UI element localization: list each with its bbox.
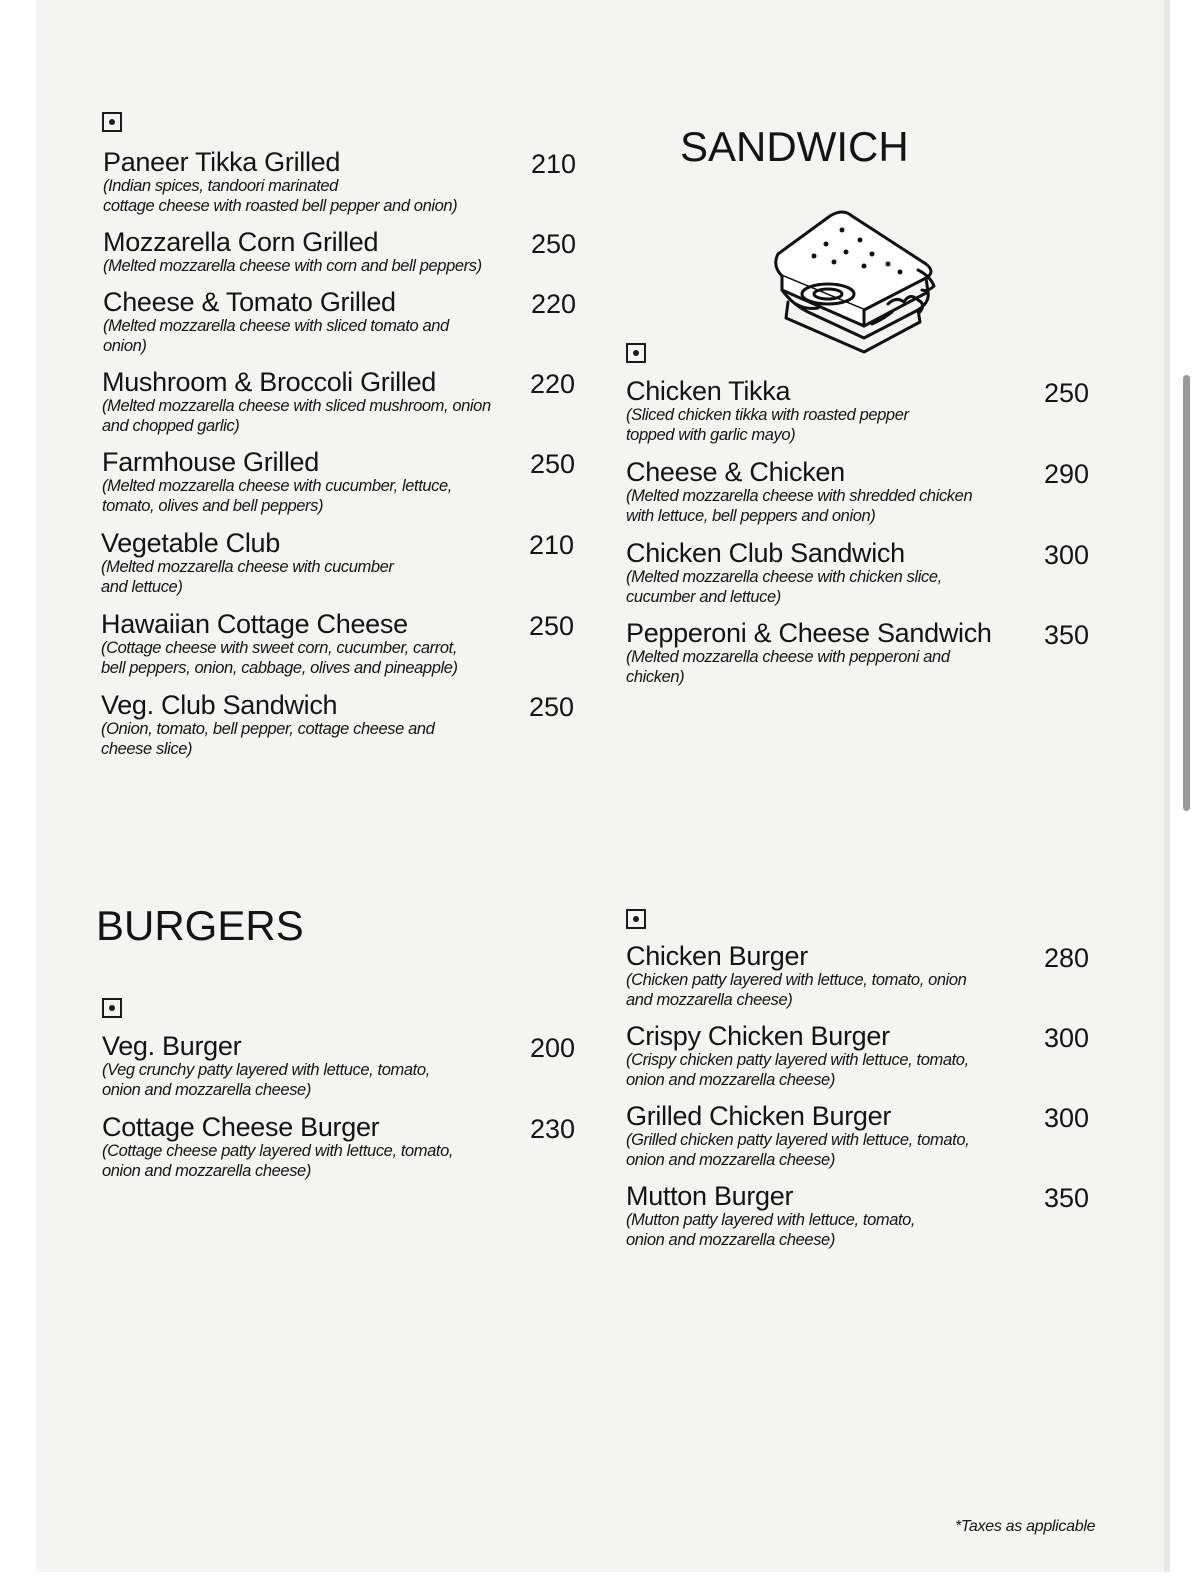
sandwich-illustration-icon xyxy=(768,206,944,358)
sandwich-heading: SANDWICH xyxy=(680,123,909,170)
item-price: 300 xyxy=(1044,540,1090,570)
menu-item xyxy=(103,287,577,356)
item-description: (Melted mozzarella cheese with cucumber and lettuce) xyxy=(101,558,394,596)
menu-item xyxy=(103,227,577,277)
item-description: (Mutton patty layered with lettuce, tomato, onion and mozzarella cheese) xyxy=(626,1211,916,1249)
menu-item xyxy=(626,941,1090,1010)
item-name: Hawaiian Cottage Cheese xyxy=(101,609,408,639)
item-description: (Crispy chicken patty layered with lettuce, tomato, onion and mozzarella cheese) xyxy=(626,1051,969,1089)
item-description: (Melted mozzarella cheese with cucumber, lettuce, tomato, olives and bell peppers) xyxy=(102,477,452,515)
menu-item xyxy=(102,1112,576,1181)
veg-mark-icon xyxy=(626,343,646,363)
item-price: 200 xyxy=(530,1033,576,1063)
item-name: Vegetable Club xyxy=(101,528,280,558)
menu-item xyxy=(102,1031,576,1100)
item-price: 280 xyxy=(1044,943,1090,973)
item-name: Veg. Club Sandwich xyxy=(101,690,338,720)
item-price: 300 xyxy=(1044,1103,1090,1133)
item-name: Mushroom & Broccoli Grilled xyxy=(102,367,437,397)
item-price: 290 xyxy=(1044,459,1090,489)
item-description: (Onion, tomato, bell pepper, cottage cheese and cheese slice) xyxy=(101,720,435,758)
item-price: 220 xyxy=(530,369,576,399)
item-price: 250 xyxy=(529,692,575,722)
item-price: 250 xyxy=(530,449,576,479)
item-name: Paneer Tikka Grilled xyxy=(103,147,341,177)
item-description: (Melted mozzarella cheese with shredded chicken with lettuce, bell peppers and onion) xyxy=(626,487,973,525)
menu-item xyxy=(101,690,575,759)
burgers-heading: BURGERS xyxy=(96,902,304,949)
menu-item xyxy=(102,447,576,516)
item-name: Chicken Burger xyxy=(626,941,808,971)
menu-item xyxy=(101,528,575,597)
item-name: Veg. Burger xyxy=(102,1031,242,1061)
menu-item xyxy=(626,538,1090,607)
item-name: Cheese & Chicken xyxy=(626,457,845,487)
item-name: Cottage Cheese Burger xyxy=(102,1112,380,1142)
veg-mark-icon xyxy=(102,998,122,1018)
item-price: 300 xyxy=(1044,1023,1090,1053)
item-price: 250 xyxy=(1044,378,1090,408)
item-price: 350 xyxy=(1044,620,1090,650)
menu-item xyxy=(626,618,1090,687)
item-name: Cheese & Tomato Grilled xyxy=(103,287,396,317)
menu-item xyxy=(626,376,1090,445)
item-price: 250 xyxy=(531,229,577,259)
item-description: (Veg crunchy patty layered with lettuce, tomato, onion and mozzarella cheese) xyxy=(102,1061,430,1099)
item-name: Farmhouse Grilled xyxy=(102,447,319,477)
veg-mark-icon xyxy=(102,112,122,132)
menu-item xyxy=(101,609,575,678)
veg-mark-icon xyxy=(626,909,646,929)
item-description: (Chicken patty layered with lettuce, tomato, onion and mozzarella cheese) xyxy=(626,971,967,1009)
item-name: Mozzarella Corn Grilled xyxy=(103,227,379,257)
menu-item xyxy=(103,147,577,216)
item-price: 250 xyxy=(529,611,575,641)
item-description: (Melted mozzarella cheese with chicken slice, cucumber and lettuce) xyxy=(626,568,942,606)
item-description: (Melted mozzarella cheese with sliced tomato and onion) xyxy=(103,317,449,355)
scrollbar[interactable] xyxy=(1183,375,1190,811)
item-price: 220 xyxy=(531,289,577,319)
item-name: Chicken Club Sandwich xyxy=(626,538,905,568)
menu-item xyxy=(626,1181,1090,1250)
item-description: (Melted mozzarella cheese with sliced mushroom, onion and chopped garlic) xyxy=(102,397,491,435)
taxes-footnote: *Taxes as applicable xyxy=(955,1518,1096,1535)
item-description: (Indian spices, tandoori marinated cottage cheese with roasted bell pepper and onion) xyxy=(103,177,458,215)
item-description: (Cottage cheese with sweet corn, cucumber, carrot, bell peppers, onion, cabbage, olives and pineapple) xyxy=(101,639,458,677)
item-description: (Grilled chicken patty layered with lettuce, tomato, onion and mozzarella cheese) xyxy=(626,1131,970,1169)
item-price: 350 xyxy=(1044,1183,1090,1213)
item-name: Chicken Tikka xyxy=(626,376,791,406)
item-name: Crispy Chicken Burger xyxy=(626,1021,890,1051)
item-name: Mutton Burger xyxy=(626,1181,794,1211)
item-name: Grilled Chicken Burger xyxy=(626,1101,892,1131)
menu-item xyxy=(626,457,1090,526)
item-description: (Cottage cheese patty layered with lettuce, tomato, onion and mozzarella cheese) xyxy=(102,1142,454,1180)
menu-item xyxy=(626,1101,1090,1170)
item-price: 230 xyxy=(530,1114,576,1144)
item-name: Pepperoni & Cheese Sandwich xyxy=(626,618,992,648)
item-description: (Sliced chicken tikka with roasted pepper topped with garlic mayo) xyxy=(626,406,909,444)
item-description: (Melted mozzarella cheese with corn and bell peppers) xyxy=(103,257,482,275)
menu-item xyxy=(626,1021,1090,1090)
item-description: (Melted mozzarella cheese with pepperoni and chicken) xyxy=(626,648,950,686)
item-price: 210 xyxy=(531,149,577,179)
menu-item xyxy=(102,367,576,436)
item-price: 210 xyxy=(529,530,575,560)
